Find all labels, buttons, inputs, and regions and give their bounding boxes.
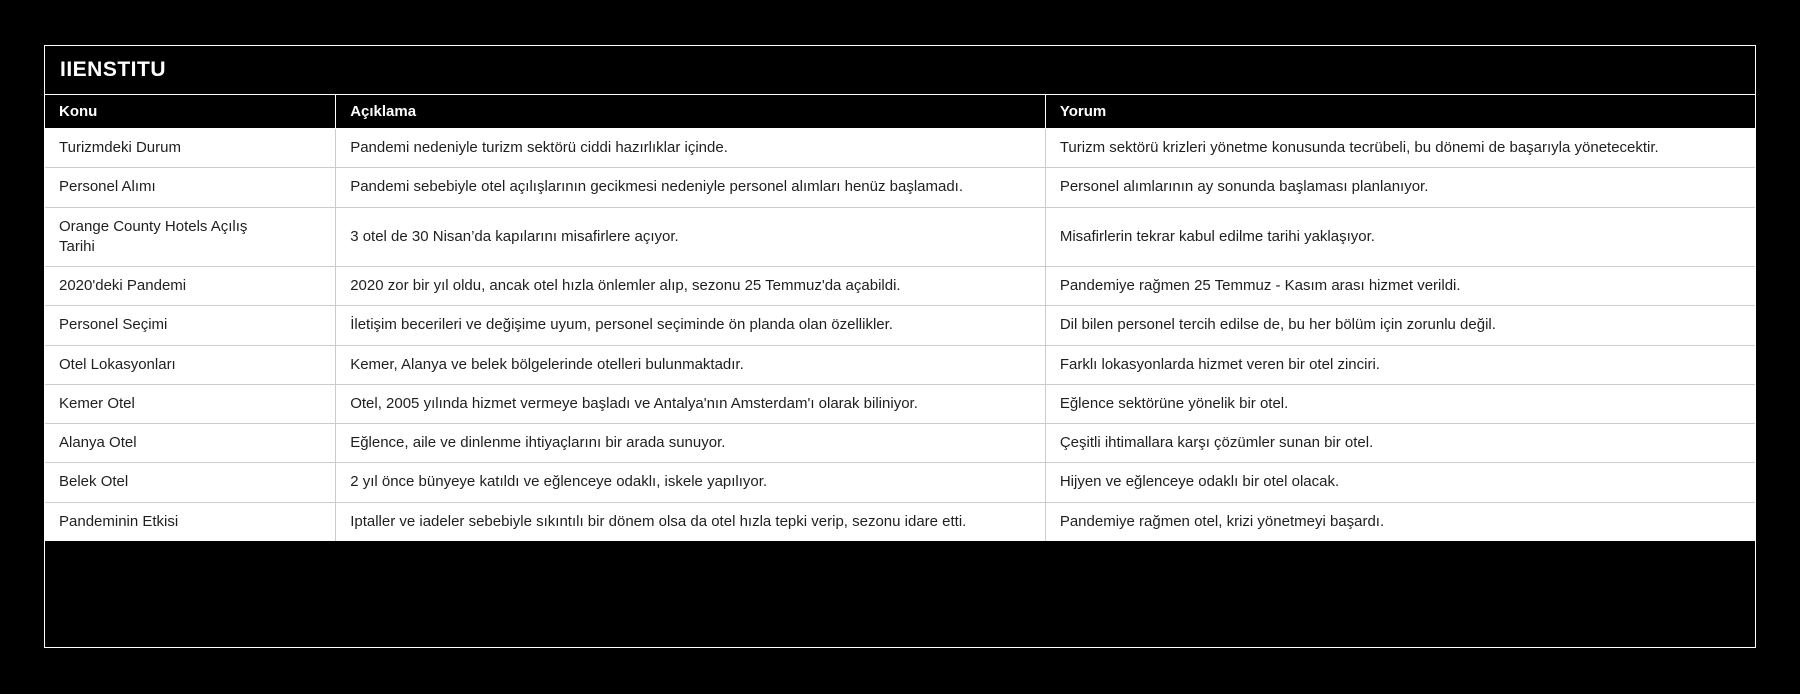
table-header [45, 95, 1755, 129]
cell-yorum: Dil bilen personel tercih edilse de, bu her bölüm için zorunlu değil. [1045, 306, 1755, 345]
cell-konu: 2020'deki Pandemi [45, 267, 336, 306]
column-header-konu: Konu [45, 95, 336, 129]
cell-konu: Orange County Hotels Açılış Tarihi [45, 207, 336, 267]
cell-aciklama: İletişim becerileri ve değişime uyum, personel seçiminde ön planda olan özellikler. [336, 306, 1046, 345]
cell-aciklama: Pandemi nedeniyle turizm sektörü ciddi hazırlıklar içinde. [336, 129, 1046, 168]
cell-konu: Kemer Otel [45, 384, 336, 423]
cell-konu: Personel Seçimi [45, 306, 336, 345]
cell-yorum: Hijyen ve eğlenceye odaklı bir otel olacak. [1045, 463, 1755, 502]
cell-konu: Belek Otel [45, 463, 336, 502]
cell-yorum: Eğlence sektörüne yönelik bir otel. [1045, 384, 1755, 423]
cell-yorum: Pandemiye rağmen 25 Temmuz - Kasım arası hizmet verildi. [1045, 267, 1755, 306]
cell-aciklama: 2 yıl önce bünyeye katıldı ve eğlenceye odaklı, iskele yapılıyor. [336, 463, 1046, 502]
table-row [45, 424, 1755, 463]
column-header-yorum: Yorum [1045, 95, 1755, 129]
page-title: IIENSTITU [60, 58, 167, 81]
cell-yorum: Pandemiye rağmen otel, krizi yönetmeyi başardı. [1045, 502, 1755, 541]
data-table [45, 95, 1755, 541]
cell-aciklama: Otel, 2005 yılında hizmet vermeye başladı ve Antalya'nın Amsterdam'ı olarak biliniyor. [336, 384, 1046, 423]
cell-aciklama: Eğlence, aile ve dinlenme ihtiyaçlarını bir arada sunuyor. [336, 424, 1046, 463]
table-body [45, 129, 1755, 541]
cell-aciklama: 3 otel de 30 Nisan’da kapılarını misafirlere açıyor. [336, 207, 1046, 267]
cell-yorum: Çeşitli ihtimallara karşı çözümler sunan bir otel. [1045, 424, 1755, 463]
table-row [45, 345, 1755, 384]
title-bar [45, 46, 1755, 95]
cell-yorum: Misafirlerin tekrar kabul edilme tarihi yaklaşıyor. [1045, 207, 1755, 267]
cell-konu: Pandeminin Etkisi [45, 502, 336, 541]
table-row [45, 463, 1755, 502]
cell-konu: Personel Alımı [45, 168, 336, 207]
cell-aciklama: Pandemi sebebiyle otel açılışlarının gecikmesi nedeniyle personel alımları henüz başlamadı. [336, 168, 1046, 207]
cell-yorum: Farklı lokasyonlarda hizmet veren bir otel zinciri. [1045, 345, 1755, 384]
cell-konu: Alanya Otel [45, 424, 336, 463]
cell-yorum: Personel alımlarının ay sonunda başlaması planlanıyor. [1045, 168, 1755, 207]
header-row [45, 95, 1755, 129]
table-row [45, 384, 1755, 423]
table-container [44, 45, 1756, 648]
cell-aciklama: Kemer, Alanya ve belek bölgelerinde otelleri bulunmaktadır. [336, 345, 1046, 384]
table-row [45, 129, 1755, 168]
cell-aciklama: Iptaller ve iadeler sebebiyle sıkıntılı bir dönem olsa da otel hızla tepki verip, sezonu idare etti. [336, 502, 1046, 541]
table-row [45, 267, 1755, 306]
table-row [45, 207, 1755, 267]
table-row [45, 306, 1755, 345]
cell-aciklama: 2020 zor bir yıl oldu, ancak otel hızla önlemler alıp, sezonu 25 Temmuz'da açabildi. [336, 267, 1046, 306]
column-header-aciklama: Açıklama [336, 95, 1046, 129]
table-row [45, 502, 1755, 541]
cell-konu: Turizmdeki Durum [45, 129, 336, 168]
cell-konu: Otel Lokasyonları [45, 345, 336, 384]
table-row [45, 168, 1755, 207]
cell-yorum: Turizm sektörü krizleri yönetme konusunda tecrübeli, bu dönemi de başarıyla yönetecektir. [1045, 129, 1755, 168]
